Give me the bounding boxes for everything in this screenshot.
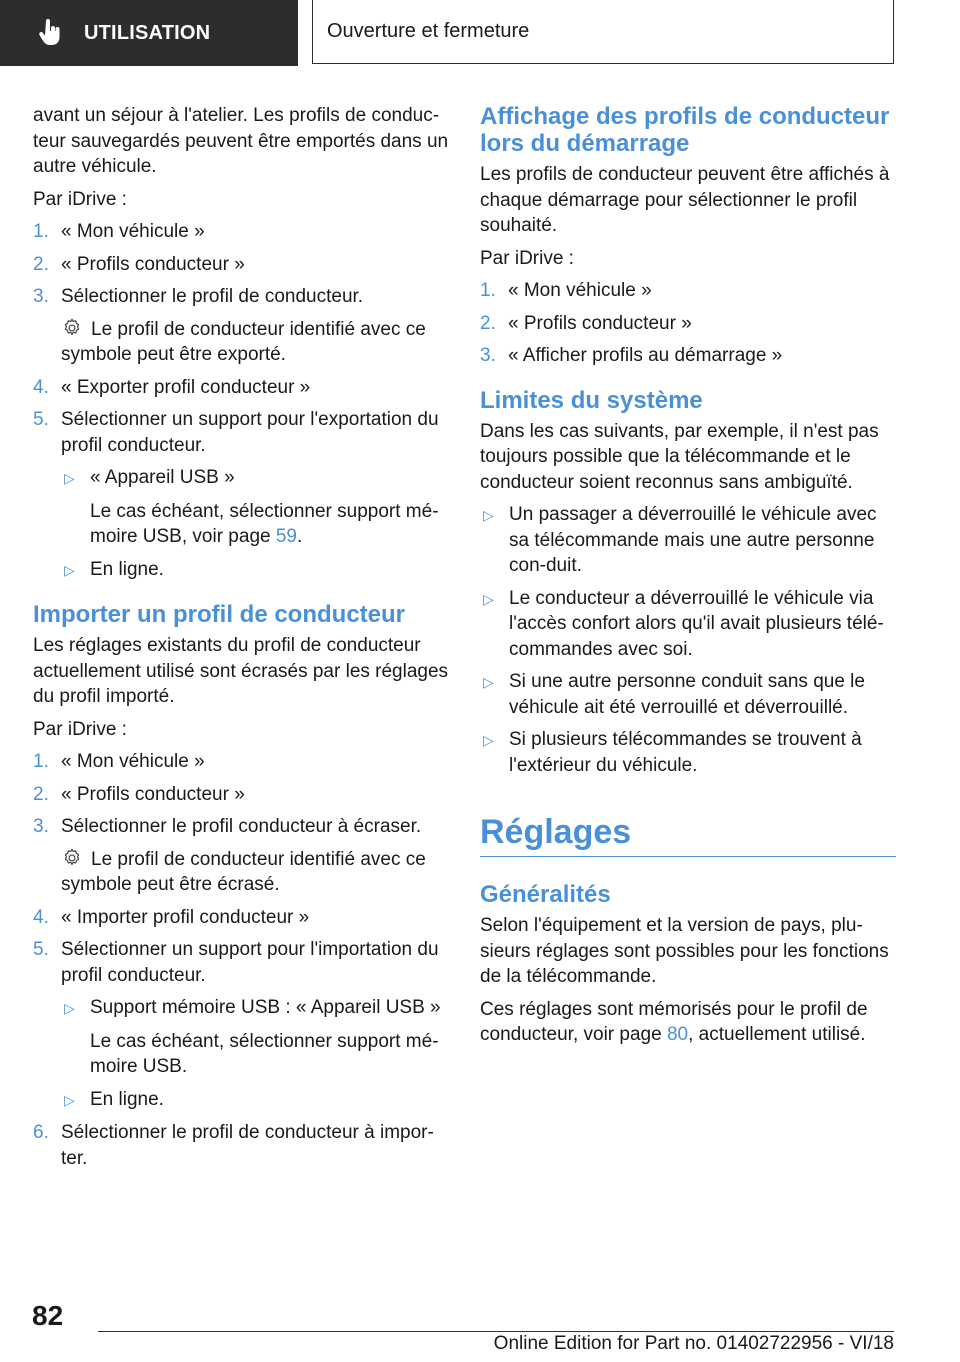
step-number: 4.: [33, 376, 49, 398]
step-number: 5.: [33, 939, 49, 960]
list-item: [33, 749, 449, 775]
list-item: [33, 219, 449, 245]
par-idrive-label: Par iDrive :: [480, 247, 574, 269]
list-item: [480, 502, 896, 579]
list-item: [33, 905, 449, 931]
step-number: 6.: [33, 1122, 49, 1143]
step-text: Sélectionner un support pour l'exportation du profil conducteur.: [61, 409, 439, 456]
bullet-triangle-icon: ▷: [64, 1091, 75, 1108]
limits-intro: Dans les cas suivants, par exemple, il n'est pas toujours possible que la télécommande et le conducteur soient reconnus sans ambiguïté.: [480, 420, 879, 493]
continuation-suffix: .: [297, 526, 303, 547]
list-item: [33, 937, 449, 988]
gear-icon: [61, 317, 83, 339]
footer-divider: [98, 1331, 894, 1332]
bullet-triangle-icon: ▷: [483, 507, 494, 523]
bullet-text: Un passager a déverrouillé le véhicule avec sa télécommande mais une autre personne con‐duit.: [509, 504, 877, 576]
display-intro: Les profils de conducteur peuvent être affichés à chaque démarrage pour sélectionner le profil souhaité.: [480, 164, 890, 236]
step-number: 5.: [33, 409, 49, 430]
par-idrive-label: Par iDrive :: [33, 188, 127, 210]
step-number: 2.: [33, 783, 49, 805]
bullet-triangle-icon: ▷: [483, 674, 494, 690]
hand-pointer-icon: [38, 19, 62, 47]
chapter-title: Ouverture et fermeture: [327, 20, 530, 42]
section-title: UTILISATION: [84, 21, 211, 44]
note-body: [61, 847, 449, 898]
intro-paragraph: avant un séjour à l'atelier. Les profils de conduc‐teur sauvegardés peuvent être emportés dans un autre véhicule.: [33, 105, 449, 177]
step-text: « Profils conducteur »: [508, 312, 692, 334]
import-intro: Les réglages existants du profil de conducteur actuellement utilisé sont écrasés par les réglages du profil importé.: [33, 635, 449, 707]
list-item: [480, 669, 896, 720]
bullet-text: « Appareil USB »: [90, 467, 235, 488]
footer-edition: Online Edition for Part no. 01402722956 - VI/18: [493, 1333, 894, 1354]
step-number: 4.: [33, 906, 49, 928]
list-item: [33, 284, 449, 310]
bullet-continuation: [90, 499, 449, 550]
limits-heading: Limites du système: [480, 386, 703, 414]
step-number: 1.: [33, 221, 49, 242]
paragraph-suffix: , actuellement utilisé.: [688, 1024, 866, 1045]
list-item: [480, 343, 896, 369]
bullet-triangle-icon: ▷: [64, 470, 75, 486]
list-item: [480, 586, 896, 663]
bullet-text: En ligne.: [90, 558, 164, 580]
bullet-triangle-icon: ▷: [64, 561, 75, 578]
page-header: [0, 0, 960, 66]
bullet-text: Si une autre personne conduit sans que le véhicule ait été verrouillé et déverrouillé.: [509, 671, 865, 718]
step-text: « Exporter profil conducteur »: [61, 376, 311, 398]
display-heading: Affichage des profils de conducteur lors du démarrage: [480, 103, 890, 157]
step-text: « Mon véhicule »: [61, 221, 205, 242]
right-column: [480, 103, 896, 1055]
step-number: 1.: [480, 280, 496, 301]
step-text: « Profils conducteur »: [61, 783, 245, 805]
note-body: [61, 317, 449, 368]
step-number: 1.: [33, 751, 49, 772]
page-number: 82: [32, 1300, 64, 1331]
general-heading: Généralités: [480, 881, 611, 908]
list-item: [33, 782, 449, 808]
list-item: [33, 252, 449, 278]
note-text: Le profil de conducteur identifié avec ce symbole peut être écrasé.: [61, 848, 426, 895]
bullet-text: Support mémoire USB : « Appareil USB »: [90, 997, 441, 1018]
bullet-triangle-icon: ▷: [483, 732, 494, 748]
chapter-box: [312, 0, 894, 64]
list-item: [61, 1087, 449, 1114]
note-text: Le profil de conducteur identifié avec ce symbole peut être exporté.: [61, 318, 426, 365]
step-number: 3.: [33, 286, 49, 307]
bullet-text: Le conducteur a déverrouillé le véhicule via l'accès confort alors qu'il avait plusieurs télé‐commandes avec soi.: [509, 587, 884, 660]
list-item: [480, 311, 896, 337]
step-text: « Importer profil conducteur »: [61, 906, 310, 928]
page-link[interactable]: 80: [666, 1024, 689, 1045]
bullet-triangle-icon: ▷: [483, 590, 494, 607]
section-divider: [480, 852, 896, 857]
par-idrive-label: Par iDrive :: [33, 718, 127, 740]
page-link[interactable]: 59: [275, 526, 297, 547]
left-column: [33, 103, 449, 1178]
step-text: « Mon véhicule »: [508, 280, 652, 301]
step-number: 2.: [480, 312, 496, 334]
import-heading: Importer un profil de conducteur: [33, 601, 406, 628]
step-text: « Afficher profils au démarrage »: [508, 345, 783, 366]
step-text: Sélectionner un support pour l'importation du profil conducteur.: [61, 939, 439, 986]
general-paragraph: Selon l'équipement et la version de pays, plu‐sieurs réglages sont possibles pour les fonctions de la télécommande.: [480, 915, 889, 987]
list-item: [61, 557, 449, 584]
step-number: 3.: [480, 345, 496, 366]
step-text: Sélectionner le profil conducteur à écraser.: [61, 816, 422, 837]
step-text: « Mon véhicule »: [61, 751, 205, 772]
list-item: [480, 278, 896, 304]
section-tab: [0, 0, 298, 66]
general-paragraph: [480, 997, 896, 1048]
bullet-continuation: Le cas échéant, sélectionner support mé‐moire USB.: [90, 1030, 439, 1077]
step-number: 2.: [33, 253, 49, 275]
list-item: [33, 407, 449, 458]
step-text: Sélectionner le profil de conducteur à impor‐ter.: [61, 1122, 434, 1169]
paragraph-text: Ces réglages sont mémorisés pour le profil de conducteur, voir page: [480, 998, 868, 1045]
import-note: [61, 847, 449, 898]
export-note: [61, 317, 449, 368]
continuation-text: Le cas échéant, sélectionner support mé‐moire USB, voir page: [90, 500, 439, 547]
step-text: Sélectionner le profil de conducteur.: [61, 286, 364, 307]
list-item: [480, 727, 896, 778]
list-item: [33, 814, 449, 840]
list-item: [61, 995, 449, 1022]
gear-icon: [61, 847, 83, 869]
step-number: 3.: [33, 816, 49, 837]
settings-heading: Réglages: [480, 813, 632, 851]
list-item: [61, 465, 449, 492]
list-item: [33, 1120, 449, 1171]
bullet-triangle-icon: ▷: [64, 1000, 75, 1016]
bullet-text: Si plusieurs télécommandes se trouvent à l'extérieur du véhicule.: [509, 729, 862, 776]
list-item: [33, 375, 449, 401]
step-text: « Profils conducteur »: [61, 253, 245, 275]
bullet-text: En ligne.: [90, 1088, 164, 1110]
